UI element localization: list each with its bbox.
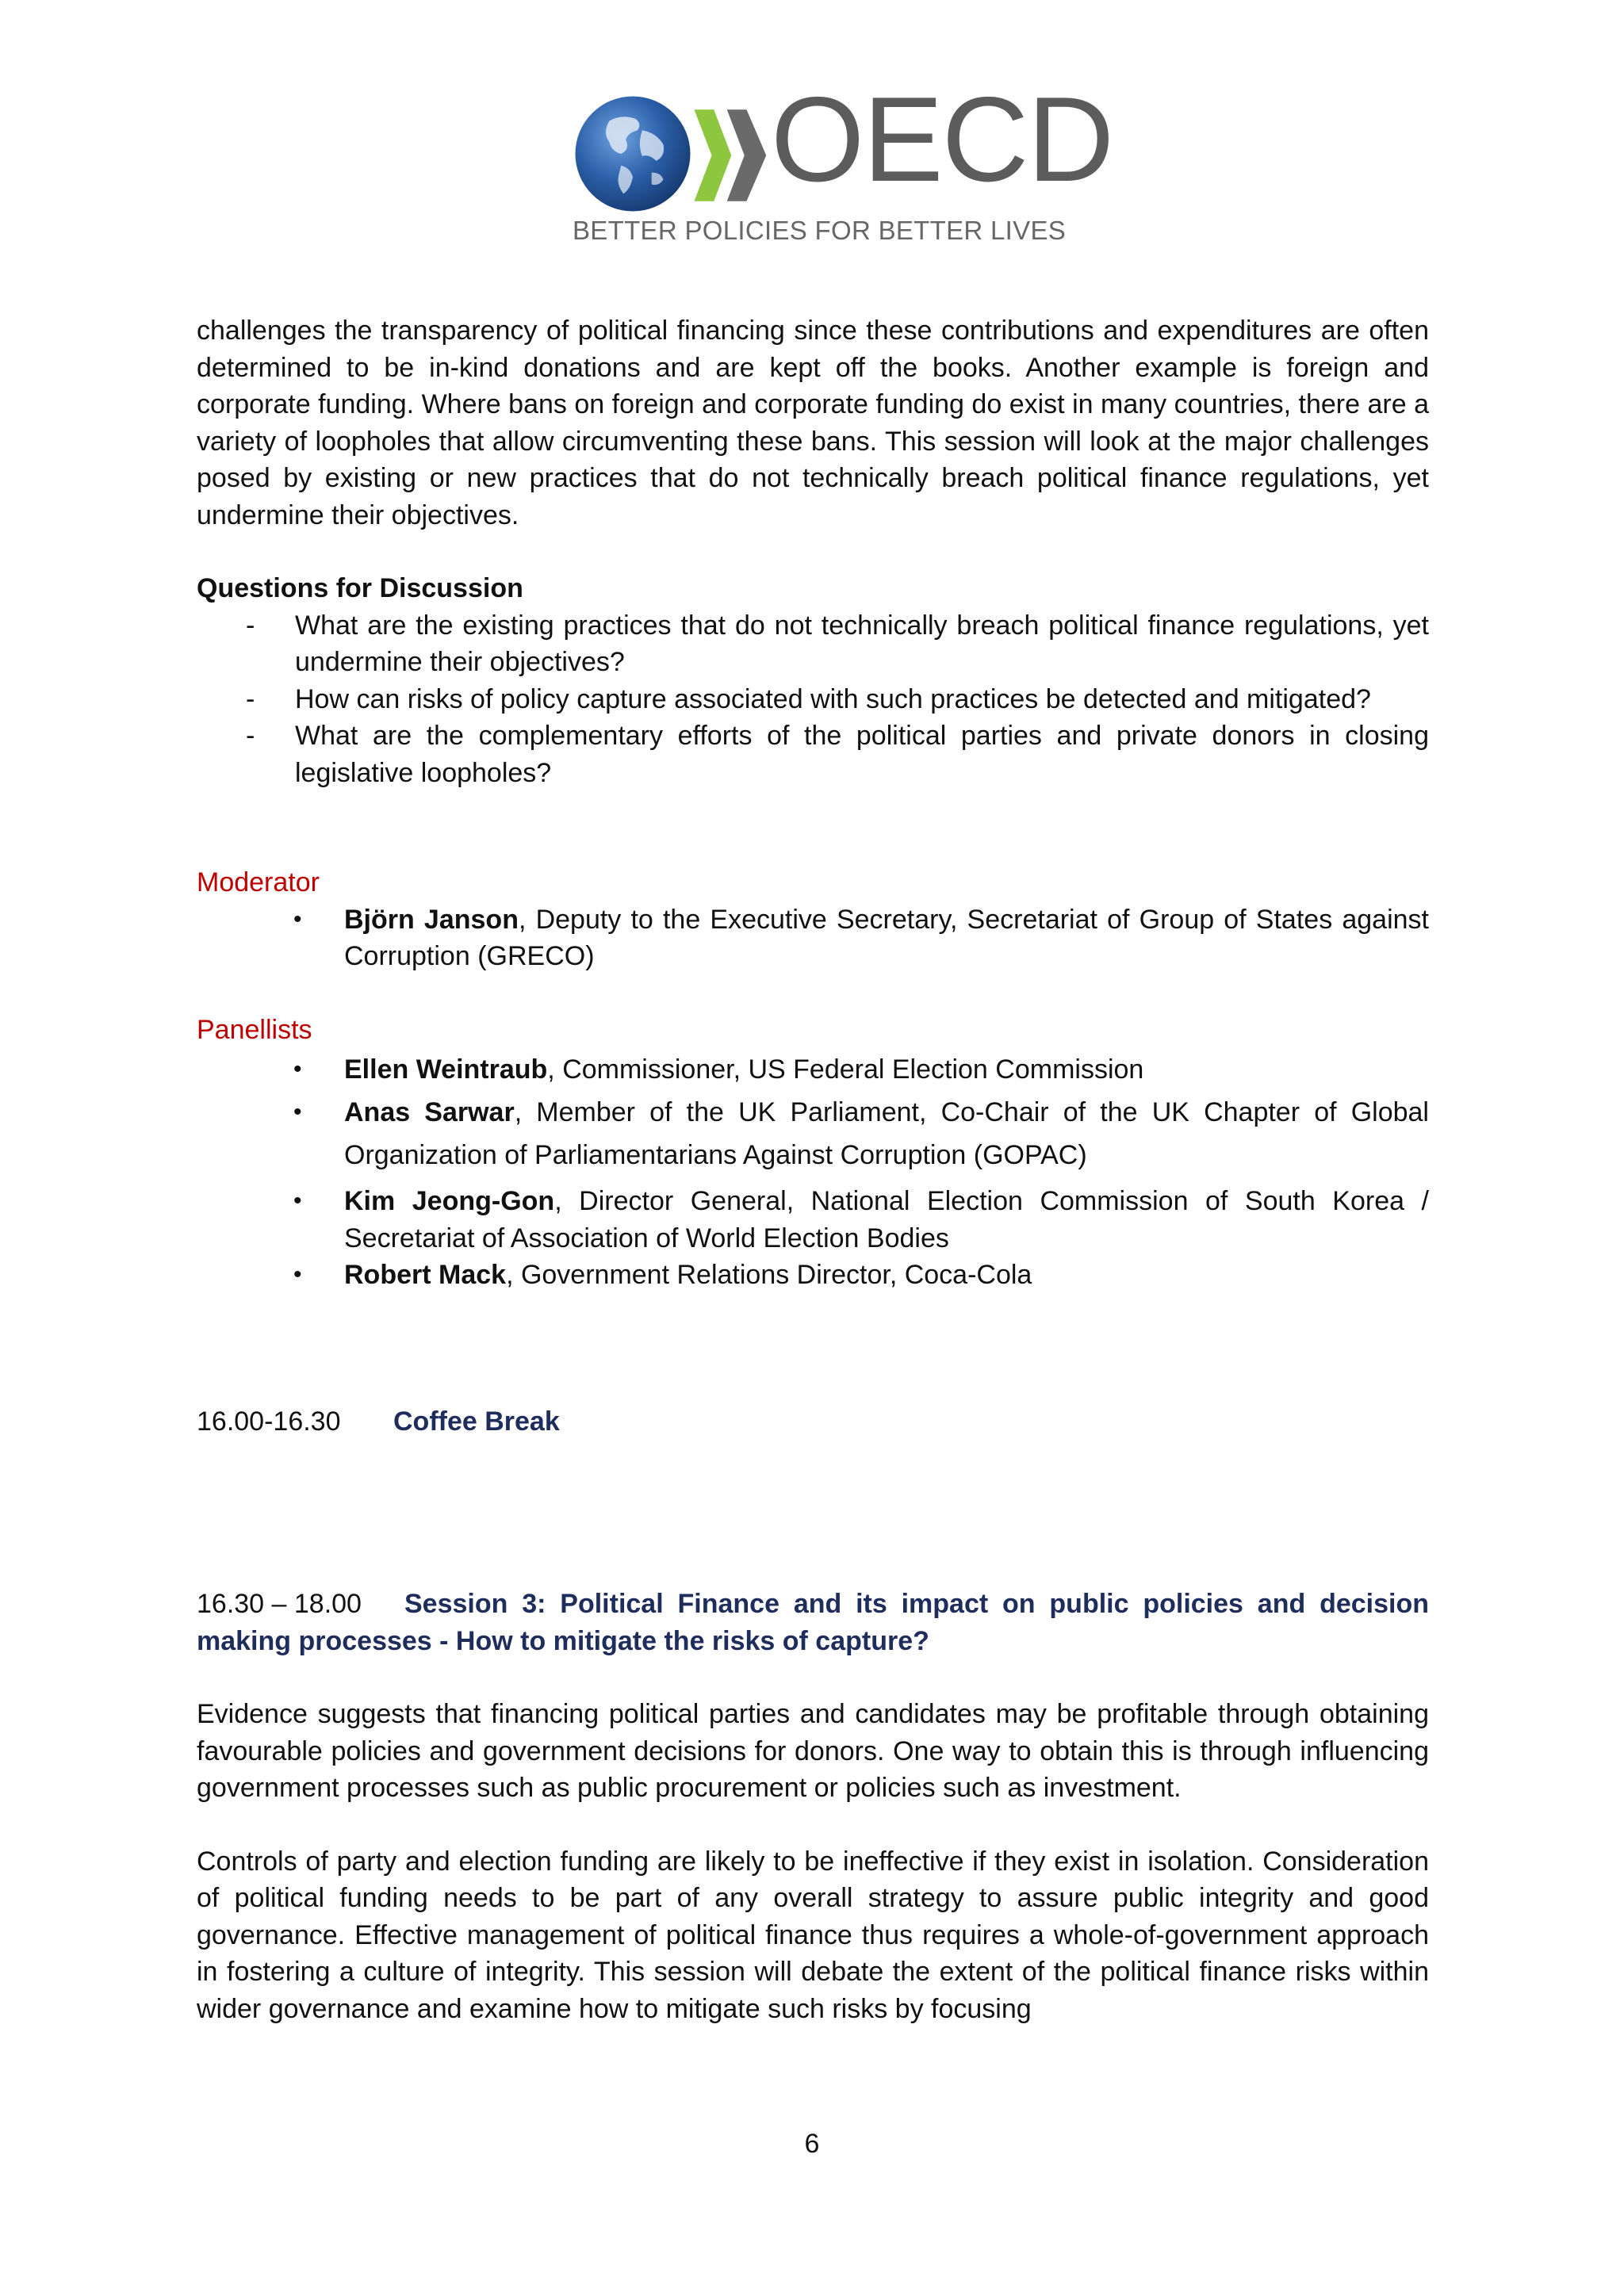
person-name: Anas Sarwar [344,1097,515,1127]
page-number: 6 [804,2129,820,2159]
dash-marker: - [246,721,255,751]
session-title: Session 3: Political Finance and its impact on public policies and decision making processes - How to mitigate the risks of capture? [197,1589,1429,1656]
person-role: , Member of the UK Parliament, Co-Chair of the UK Chapter of Global Organization of Parliamentarians Against Corruption (GOPAC) [344,1097,1429,1170]
oecd-wordmark: OECD [771,72,1113,207]
list-item [197,901,1429,975]
questions-list [197,607,1429,792]
session-time: 16.30 – 18.00 [197,1589,362,1619]
person-name: Björn Janson [344,904,519,935]
session-paragraph: Evidence suggests that financing political parties and candidates may be profitable through obtaining favourable policies and government decisions for donors. One way to obtain this is through influencing government processes such as public procurement or policies such as investment. [197,1699,1429,1803]
oecd-tagline: BETTER POLICIES FOR BETTER LIVES [573,216,1067,245]
moderator-label: Moderator [197,867,320,897]
panellists-list [197,1048,1429,1294]
person-role: , Commissioner, US Federal Election Commission [547,1054,1144,1085]
page-body [197,312,1429,2027]
list-item [197,718,1429,791]
bullet-marker: • [293,1099,302,1125]
globe-icon [574,95,691,212]
question-text: How can risks of policy capture associated with such practices be detected and mitigated? [295,683,1371,714]
session-heading [197,1586,1429,1659]
question-text: What are the existing practices that do not technically breach political finance regulations, yet undermine their objectives? [295,610,1429,677]
list-item [197,1048,1429,1091]
panellists-label: Panellists [197,1014,312,1045]
coffee-break-row [197,1403,1429,1441]
bullet-marker: • [293,1056,302,1082]
person-name: Kim Jeong-Gon [344,1186,555,1216]
dash-marker: - [246,610,255,641]
dash-marker: - [246,683,255,714]
intro-paragraph: challenges the transparency of political financing since these contributions and expenditures are often determined to be in-kind donations and are kept off the books. Another example is foreign and corporate funding. Where bans on foreign and corporate funding do exist in many countries, there are a variety of loopholes that allow circumventing these bans. This session will look at the major challenges posed by existing or new practices that do not technically breach political finance regulations, yet undermine their objectives. [197,316,1429,530]
question-text: What are the complementary efforts of the political parties and private donors in closing legislative loopholes? [295,721,1429,788]
list-item [197,681,1429,718]
list-item [197,1183,1429,1257]
oecd-logo [571,72,1113,251]
list-item [197,607,1429,681]
bullet-marker: • [293,905,302,932]
person-name: Robert Mack [344,1260,507,1290]
bullet-marker: • [293,1188,302,1214]
moderator-list [197,901,1429,975]
chevrons-icon [690,100,777,211]
list-item [197,1257,1429,1294]
person-role: , Government Relations Director, Coca-Cola [506,1260,1032,1290]
session-3 [197,1586,1429,2027]
coffee-title: Coffee Break [393,1406,560,1437]
person-role: , Director General, National Election Commission of South Korea / Secretariat of Association of World Election Bodies [344,1186,1429,1253]
person-name: Ellen Weintraub [344,1054,548,1085]
list-item [197,1091,1429,1177]
questions-heading: Questions for Discussion [197,573,523,603]
coffee-time: 16.00-16.30 [197,1406,341,1437]
bullet-marker: • [293,1261,302,1288]
session-paragraph: Controls of party and election funding are likely to be ineffective if they exist in isolation. Consideration of political funding needs to be part of any overall strategy to assure public integrity and good governance. Effective management of political finance thus requires a whole-of-government approach in fostering a culture of integrity. This session will debate the extent of the political finance risks within wider governance and examine how to mitigate such risks by focusing [197,1846,1429,2024]
person-role: , Deputy to the Executive Secretary, Secretariat of Group of States against Corruption (GRECO) [344,904,1429,971]
